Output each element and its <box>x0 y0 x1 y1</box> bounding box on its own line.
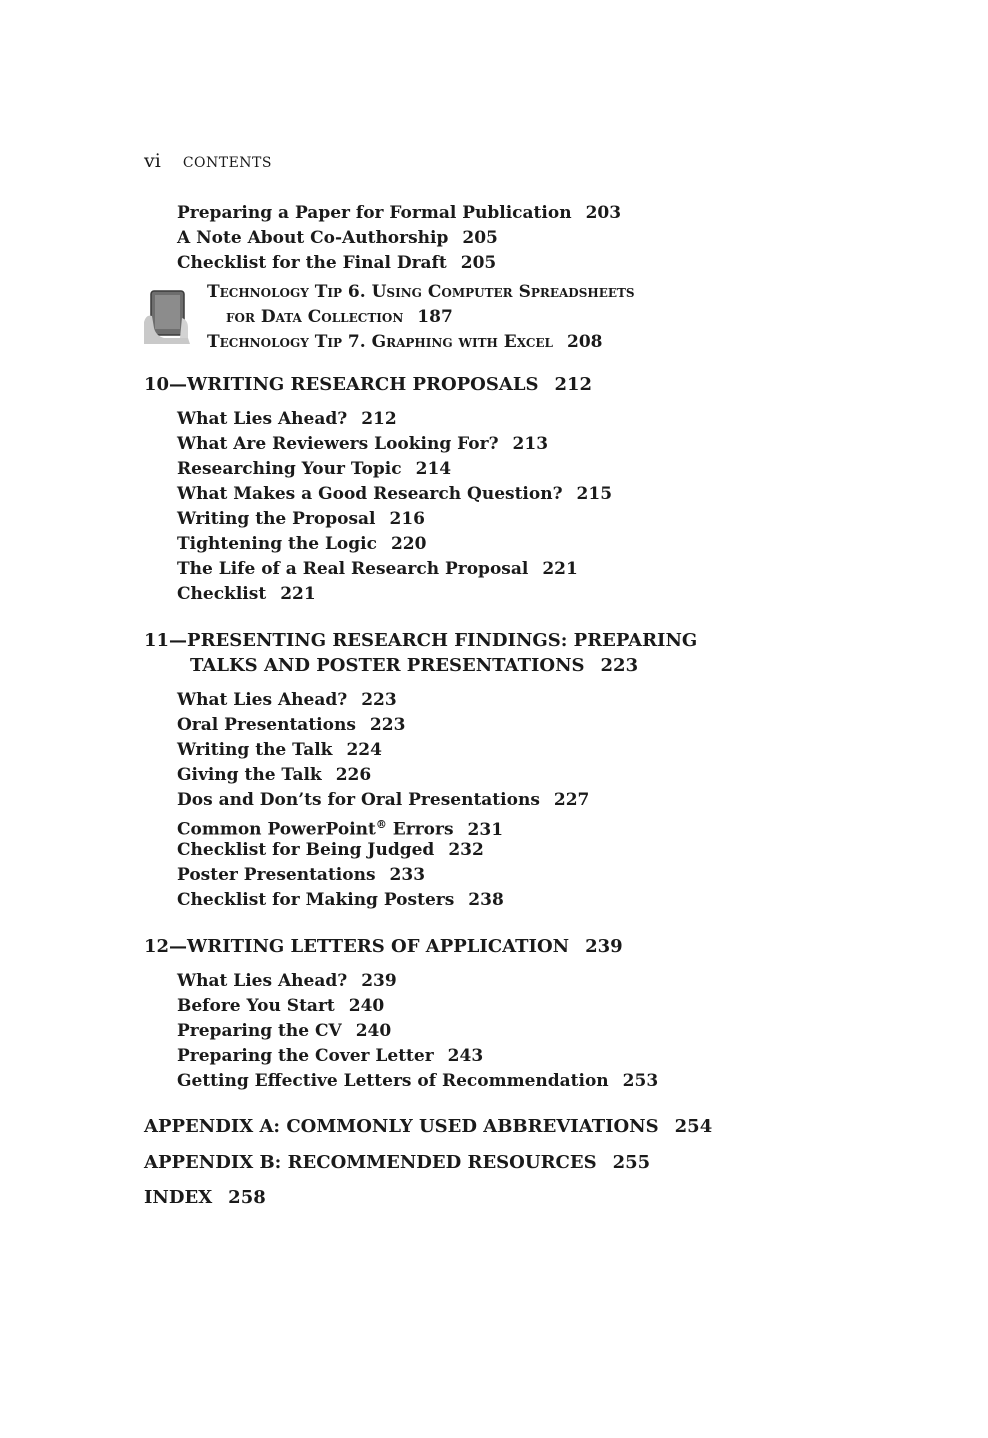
toc-entry: Checklist for Making Posters 238 <box>177 890 504 910</box>
appendix-b-heading: APPENDIX B: RECOMMENDED RESOURCES 255 <box>144 1152 651 1173</box>
toc-entry: Preparing the Cover Letter 243 <box>177 1046 484 1066</box>
toc-entry: What Lies Ahead? 239 <box>177 971 397 991</box>
running-title: CONTENTS <box>182 155 272 171</box>
toc-entry: Dos and Don’ts for Oral Presentations 227 <box>177 790 590 810</box>
toc-entry: Checklist for Being Judged 232 <box>177 840 484 860</box>
tech-tip-6-line2: for Data Collection 187 <box>226 307 453 327</box>
tech-tip-7: Technology Tip 7. Graphing with Excel 208 <box>207 332 603 352</box>
toc-entry: Common PowerPoint® Errors 231 <box>177 818 504 840</box>
toc-entry: What Lies Ahead? 212 <box>177 409 397 429</box>
tablet-hand-icon <box>144 288 190 344</box>
toc-entry: Checklist 221 <box>177 584 316 604</box>
toc-entry: What Are Reviewers Looking For? 213 <box>177 434 549 454</box>
toc-entry: Writing the Proposal 216 <box>177 509 426 529</box>
toc-entry: Poster Presentations 233 <box>177 865 426 885</box>
toc-entry: Tightening the Logic 220 <box>177 534 427 554</box>
toc-entry: Preparing a Paper for Formal Publication 203 <box>177 203 622 223</box>
toc-entry: What Makes a Good Research Question? 215 <box>177 484 613 504</box>
toc-entry: Oral Presentations 223 <box>177 715 406 735</box>
running-head <box>144 150 272 176</box>
toc-entry: Preparing the CV 240 <box>177 1021 392 1041</box>
tech-tip-6-line1: Technology Tip 6. Using Computer Spreadsheets <box>207 282 635 302</box>
toc-entry: What Lies Ahead? 223 <box>177 690 397 710</box>
toc-entry: Getting Effective Letters of Recommendation 253 <box>177 1071 659 1091</box>
toc-entry: Checklist for the Final Draft 205 <box>177 253 497 273</box>
registered-mark: ® <box>375 818 387 831</box>
toc-entry: A Note About Co-Authorship 205 <box>177 228 498 248</box>
appendix-a-heading: APPENDIX A: COMMONLY USED ABBREVIATIONS 254 <box>144 1116 713 1137</box>
toc-entry: The Life of a Real Research Proposal 221 <box>177 559 578 579</box>
toc-entry: Before You Start 240 <box>177 996 385 1016</box>
index-heading: INDEX 258 <box>144 1187 266 1208</box>
page-folio: vi <box>144 150 161 172</box>
toc-entry: Giving the Talk 226 <box>177 765 372 785</box>
toc-entry: Researching Your Topic 214 <box>177 459 452 479</box>
toc-entry: Writing the Talk 224 <box>177 740 382 760</box>
chapter-heading-11: 11—PRESENTING RESEARCH FINDINGS: PREPARING <box>144 630 698 651</box>
chapter-heading-11-cont: TALKS AND POSTER PRESENTATIONS 223 <box>190 655 639 676</box>
chapter-heading-12: 12—WRITING LETTERS OF APPLICATION 239 <box>144 936 623 957</box>
chapter-heading-10: 10—WRITING RESEARCH PROPOSALS 212 <box>144 374 593 395</box>
